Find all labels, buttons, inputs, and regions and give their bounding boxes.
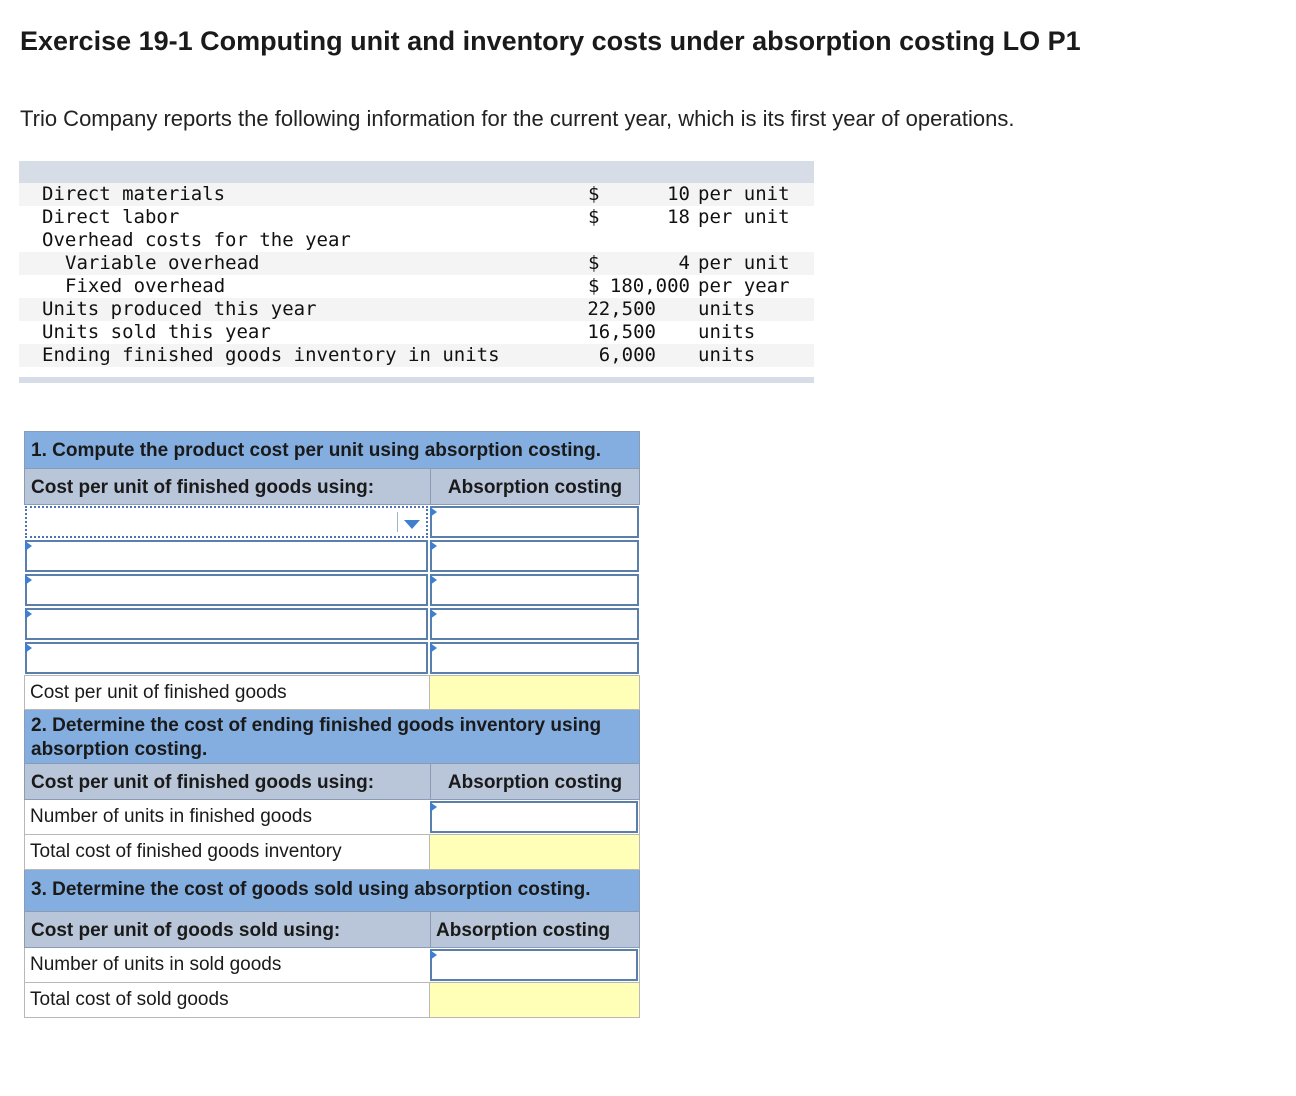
input-marker-icon bbox=[430, 541, 437, 551]
cost-item-input[interactable] bbox=[25, 608, 428, 640]
given-unit: units bbox=[698, 321, 756, 343]
given-row bbox=[19, 252, 814, 275]
sold-goods-total-cell bbox=[429, 983, 639, 1017]
given-label: Units produced this year bbox=[42, 298, 317, 320]
given-data-table bbox=[19, 161, 814, 383]
part1-input-row bbox=[24, 539, 640, 573]
given-row bbox=[19, 321, 814, 344]
given-unit: per unit bbox=[698, 206, 790, 228]
part3-col1-label: Cost per unit of goods sold using: bbox=[31, 920, 341, 941]
amount-input[interactable] bbox=[430, 540, 639, 572]
given-label: Overhead costs for the year bbox=[42, 229, 351, 251]
given-value: 18 bbox=[667, 206, 690, 228]
given-table-footer bbox=[19, 377, 814, 383]
given-value: 180,000 bbox=[609, 275, 690, 297]
part2-heading: 2. Determine the cost of ending finished goods inventory using absorption costing. bbox=[24, 710, 640, 764]
part2-units-row bbox=[24, 800, 640, 835]
input-marker-icon bbox=[25, 609, 32, 619]
given-dollar: $ bbox=[588, 183, 600, 205]
given-value: 6,000 bbox=[598, 344, 656, 366]
given-unit: per unit bbox=[698, 252, 790, 274]
cost-item-input[interactable] bbox=[25, 540, 428, 572]
given-label: Fixed overhead bbox=[65, 275, 226, 297]
given-value: 4 bbox=[678, 252, 690, 274]
part2-total-label: Total cost of finished goods inventory bbox=[30, 841, 342, 862]
given-unit: per unit bbox=[698, 183, 790, 205]
given-dollar: $ bbox=[588, 252, 600, 274]
input-marker-icon bbox=[430, 507, 437, 517]
part2-column-header bbox=[24, 764, 640, 800]
part1-total-row bbox=[24, 675, 640, 710]
given-unit: units bbox=[698, 298, 756, 320]
given-value: 16,500 bbox=[587, 321, 656, 343]
given-unit: units bbox=[698, 344, 756, 366]
given-label: Direct materials bbox=[42, 183, 226, 205]
part1-heading: 1. Compute the product cost per unit using absorption costing. bbox=[24, 431, 640, 469]
part1-input-row bbox=[24, 641, 640, 675]
part2-col2-label: Absorption costing bbox=[430, 764, 639, 799]
given-row bbox=[19, 344, 814, 367]
given-label: Direct labor bbox=[42, 206, 180, 228]
amount-input[interactable] bbox=[430, 506, 639, 538]
input-marker-icon bbox=[430, 802, 437, 812]
part1-total-label: Cost per unit of finished goods bbox=[30, 682, 287, 703]
cost-item-input[interactable] bbox=[25, 642, 428, 674]
given-value: 22,500 bbox=[587, 298, 656, 320]
input-marker-icon bbox=[430, 575, 437, 585]
given-label: Ending finished goods inventory in units bbox=[42, 344, 500, 366]
given-label: Units sold this year bbox=[42, 321, 271, 343]
part1-input-row bbox=[24, 573, 640, 607]
amount-input[interactable] bbox=[430, 642, 639, 674]
part1-input-row bbox=[24, 607, 640, 641]
input-marker-icon bbox=[25, 643, 32, 653]
input-marker-icon bbox=[25, 541, 32, 551]
given-row bbox=[19, 298, 814, 321]
part3-heading: 3. Determine the cost of goods sold using absorption costing. bbox=[24, 870, 640, 912]
finished-goods-units-input[interactable] bbox=[430, 801, 638, 833]
chevron-down-icon[interactable] bbox=[404, 520, 420, 529]
given-label: Variable overhead bbox=[65, 252, 260, 274]
input-marker-icon bbox=[25, 575, 32, 585]
part1-col2-label: Absorption costing bbox=[430, 469, 639, 504]
given-row bbox=[19, 183, 814, 206]
part2-units-label: Number of units in finished goods bbox=[30, 806, 312, 827]
given-value: 10 bbox=[667, 183, 690, 205]
given-dollar: $ bbox=[588, 206, 600, 228]
part3-total-row bbox=[24, 983, 640, 1018]
part2-total-row bbox=[24, 835, 640, 870]
input-marker-icon bbox=[430, 950, 437, 960]
input-marker-icon bbox=[430, 609, 437, 619]
part1-column-header bbox=[24, 469, 640, 505]
finished-goods-total-cell bbox=[429, 835, 639, 869]
amount-input[interactable] bbox=[430, 574, 639, 606]
amount-input[interactable] bbox=[430, 608, 639, 640]
cost-per-unit-total-cell bbox=[429, 676, 639, 709]
given-table-header bbox=[19, 161, 814, 183]
cost-item-input[interactable] bbox=[25, 574, 428, 606]
exercise-intro: Trio Company reports the following information for the current year, which is its first year of operations. bbox=[20, 106, 1015, 131]
part3-units-row bbox=[24, 948, 640, 983]
given-dollar: $ bbox=[588, 275, 600, 297]
part3-units-label: Number of units in sold goods bbox=[30, 954, 282, 975]
cost-item-dropdown[interactable] bbox=[25, 506, 428, 538]
answer-grid bbox=[24, 431, 640, 1018]
part1-col1-label: Cost per unit of finished goods using: bbox=[31, 477, 375, 498]
given-row bbox=[19, 206, 814, 229]
part2-col1-label: Cost per unit of finished goods using: bbox=[31, 772, 375, 793]
input-marker-icon bbox=[430, 643, 437, 653]
given-row bbox=[19, 275, 814, 298]
given-unit: per year bbox=[698, 275, 790, 297]
part3-col2-label: Absorption costing bbox=[430, 912, 639, 947]
part1-input-row bbox=[24, 505, 640, 539]
exercise-title: Exercise 19-1 Computing unit and inventory costs under absorption costing LO P1 bbox=[20, 26, 1081, 56]
given-row bbox=[19, 229, 814, 252]
part3-column-header bbox=[24, 912, 640, 948]
sold-goods-units-input[interactable] bbox=[430, 949, 638, 981]
part3-total-label: Total cost of sold goods bbox=[30, 989, 229, 1010]
